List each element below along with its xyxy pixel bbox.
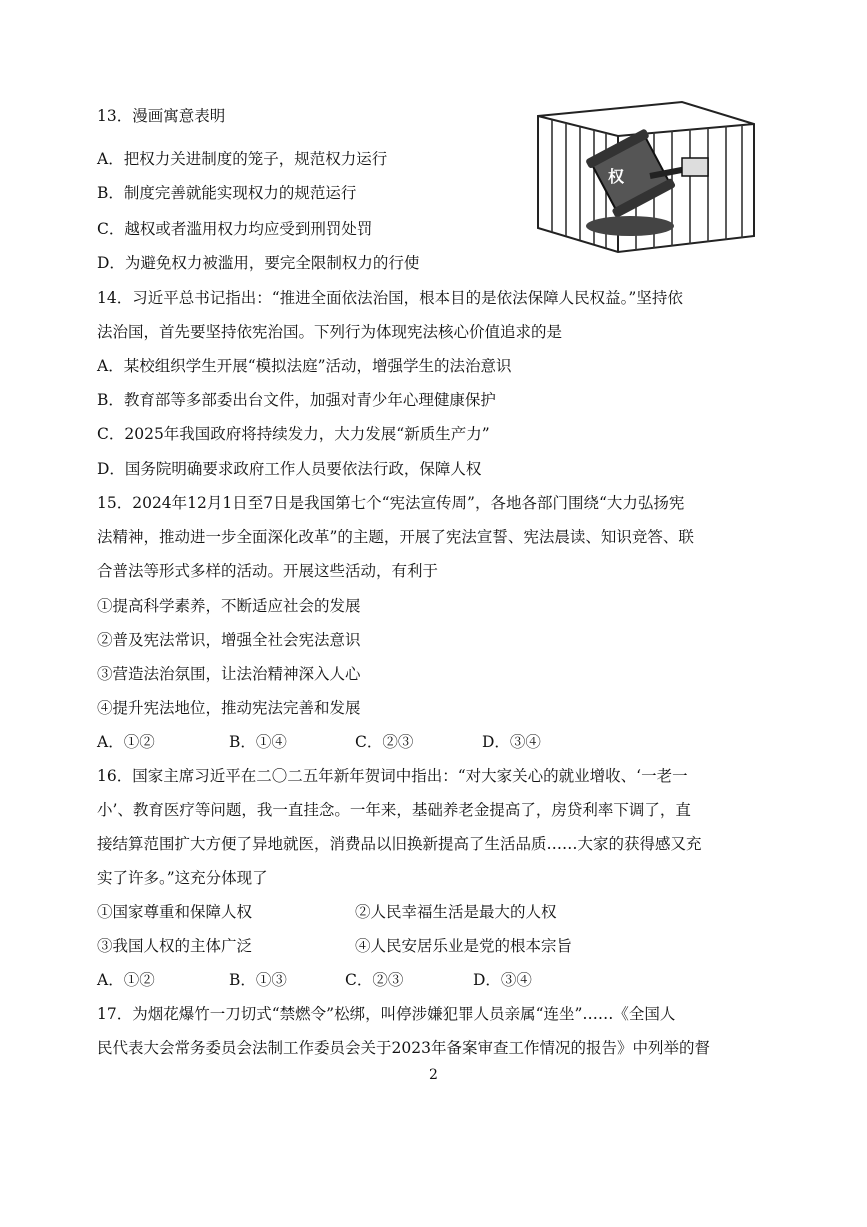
q13-option-a: A．把权力关进制度的笼子，规范权力运行 (97, 150, 388, 168)
q15-choice-b: B．①④ (229, 733, 287, 751)
q16-choice-a: A．①② (97, 971, 155, 989)
q15-statement-2: ②普及宪法常识，增强全社会宪法意识 (97, 631, 361, 649)
q17-stem-line-1: 17．为烟花爆竹一刀切式“禁燃令”松绑，叫停涉嫌犯罪人员亲属“连坐”……《全国人 (97, 1005, 676, 1023)
q16-statement-3: ③我国人权的主体广泛 (97, 937, 253, 955)
q16-stem-line-1: 16．国家主席习近平在二〇二五年新年贺词中指出：“对大家关心的就业增收、‘一老一 (97, 767, 688, 785)
q14-stem-line-2: 法治国，首先要坚持依宪治国。下列行为体现宪法核心价值追求的是 (97, 323, 563, 341)
q16-statement-1: ①国家尊重和保障人权 (97, 903, 253, 921)
q16-stem-line-2: 小’、教育医疗等问题，我一直挂念。一年来，基础养老金提高了，房贷利率下调了，直 (97, 801, 691, 819)
q16-stem-line-3: 接结算范围扩大方便了异地就医，消费品以旧换新提高了生活品质……大家的获得感又充 (97, 835, 702, 853)
q15-choice-d: D．③④ (482, 733, 541, 751)
q15-statement-4: ④提升宪法地位，推动宪法完善和发展 (97, 699, 361, 717)
q14-option-a: A．某校组织学生开展“模拟法庭”活动，增强学生的法治意识 (97, 357, 512, 375)
q16-statement-4: ④人民安居乐业是党的根本宗旨 (355, 937, 573, 955)
q17-stem-line-2: 民代表大会常务委员会法制工作委员会关于2023年备案审查工作情况的报告》中列举的督 (97, 1039, 710, 1057)
q15-choice-a: A．①② (97, 733, 155, 751)
page-number: 2 (429, 1067, 438, 1083)
q16-choice-c: C．②③ (345, 971, 404, 989)
q15-choice-c: C．②③ (355, 733, 414, 751)
q15-statement-3: ③营造法治氛围，让法治精神深入人心 (97, 665, 361, 683)
q16-stem-line-4: 实了许多。”这充分体现了 (97, 869, 268, 887)
cartoon-caption: 权 (608, 167, 625, 186)
q15-stem-line-3: 合普法等形式多样的活动。开展这些活动，有利于 (97, 562, 439, 580)
q15-stem-line-2: 法精神，推动进一步全面深化改革”的主题，开展了宪法宣誓、宪法晨读、知识竞答、联 (97, 528, 694, 546)
q13-stem: 13．漫画寓意表明 (97, 107, 226, 125)
q16-statement-2: ②人民幸福生活是最大的人权 (355, 903, 557, 921)
q14-option-c: C．2025年我国政府将持续发力，大力发展“新质生产力” (97, 425, 490, 443)
q13-option-b: B．制度完善就能实现权力的规范运行 (97, 184, 357, 202)
q16-choice-b: B．①③ (229, 971, 287, 989)
q13-option-c: C．越权或者滥用权力均应受到刑罚处罚 (97, 220, 373, 238)
cage-cartoon-image (532, 96, 760, 254)
q14-option-d: D．国务院明确要求政府工作人员要依法行政，保障人权 (97, 460, 482, 478)
q14-stem-line-1: 14．习近平总书记指出：“推进全面依法治国，根本目的是依法保障人民权益。”坚持依 (97, 289, 683, 307)
q16-choice-d: D．③④ (473, 971, 532, 989)
q15-stem-line-1: 15．2024年12月1日至7日是我国第七个“宪法宣传周”，各地各部门围绕“大力弘扬宪 (97, 494, 685, 512)
q15-statement-1: ①提高科学素养，不断适应社会的发展 (97, 597, 361, 615)
q13-option-d: D．为避免权力被滥用，要完全限制权力的行使 (97, 254, 420, 272)
q14-option-b: B．教育部等多部委出台文件，加强对青少年心理健康保护 (97, 391, 496, 409)
